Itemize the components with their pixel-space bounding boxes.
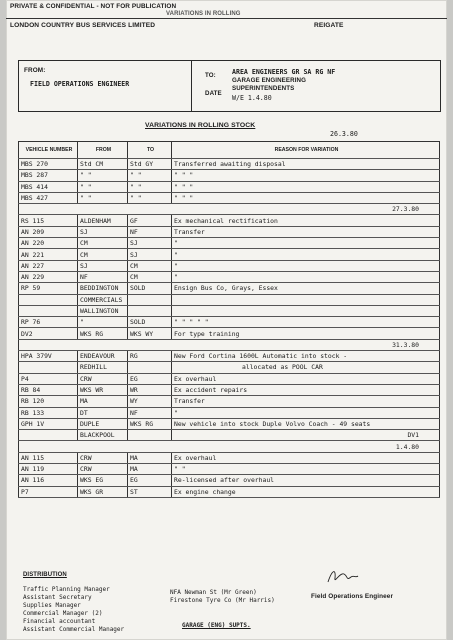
header-from: FROM bbox=[78, 142, 128, 159]
table-row bbox=[19, 305, 440, 316]
table-row bbox=[19, 464, 440, 475]
cell-reason: allocated as POOL CAR bbox=[172, 362, 440, 373]
cell-vehicle: GPH 1V bbox=[19, 418, 78, 429]
cell-to: WKS RG bbox=[128, 418, 172, 429]
table-row bbox=[19, 192, 440, 203]
memo-divider bbox=[191, 60, 192, 111]
cell-reason: " bbox=[172, 260, 440, 271]
from-label: FROM: bbox=[24, 67, 46, 74]
distribution-left-6: Assistant Commercial Manager bbox=[23, 626, 125, 633]
table-row bbox=[19, 430, 440, 441]
cell-to: WR bbox=[128, 384, 172, 395]
cell-vehicle bbox=[19, 305, 78, 316]
cell-reason bbox=[172, 294, 440, 305]
cell-vehicle bbox=[19, 430, 78, 441]
cell-from: WKS RG bbox=[78, 328, 128, 339]
cell-from: WKS WR bbox=[78, 384, 128, 395]
confidential-notice: PRIVATE & CONFIDENTIAL - NOT FOR PUBLICATION bbox=[10, 3, 177, 10]
cell-to: WY bbox=[128, 396, 172, 407]
cell-to: " " bbox=[128, 181, 172, 192]
table-row bbox=[19, 283, 440, 294]
first-date: 26.3.80 bbox=[330, 130, 358, 138]
to-line1: AREA ENGINEERS GR SA RG NF bbox=[232, 68, 336, 76]
table-row bbox=[19, 181, 440, 192]
cell-to: SOLD bbox=[128, 317, 172, 328]
blank-cell bbox=[78, 339, 128, 350]
cell-vehicle: AN 227 bbox=[19, 260, 78, 271]
table-row bbox=[19, 271, 440, 282]
depot-name: REIGATE bbox=[314, 22, 344, 29]
blank-cell bbox=[19, 441, 78, 452]
cell-from: WALLINGTON bbox=[78, 305, 128, 316]
table-row bbox=[19, 170, 440, 181]
table-row bbox=[19, 159, 440, 170]
date-value: W/E 1.4.80 bbox=[232, 94, 272, 102]
blank-cell bbox=[128, 204, 172, 215]
cell-reason: New vehicle into stock Duple Volvo Coach - 49 seats bbox=[172, 418, 440, 429]
cell-vehicle: RP 59 bbox=[19, 283, 78, 294]
cell-reason: Ex engine change bbox=[172, 486, 440, 497]
cell-reason: " " " bbox=[172, 192, 440, 203]
cell-from: REDHILL bbox=[78, 362, 128, 373]
table-header-row bbox=[19, 142, 440, 159]
cell-vehicle: AN 229 bbox=[19, 271, 78, 282]
cell-reason: Ensign Bus Co, Grays, Essex bbox=[172, 283, 440, 294]
cell-reason: Ex overhaul bbox=[172, 373, 440, 384]
cell-reason: For type training bbox=[172, 328, 440, 339]
cell-from: SJ bbox=[78, 226, 128, 237]
date-separator-row bbox=[19, 204, 440, 215]
header-rule bbox=[6, 18, 447, 19]
distribution-left-2: Assistant Secretary bbox=[23, 594, 92, 601]
cell-from: " bbox=[78, 317, 128, 328]
signature-scribble bbox=[326, 566, 360, 586]
distribution-right-1: NFA Newman St (Mr Green) bbox=[170, 589, 257, 596]
table-row bbox=[19, 328, 440, 339]
cell-from: WKS GR bbox=[78, 486, 128, 497]
table-row bbox=[19, 396, 440, 407]
variations-table bbox=[18, 141, 440, 498]
signature-title: Field Operations Engineer bbox=[311, 593, 394, 600]
cell-reason: " " " bbox=[172, 181, 440, 192]
table-row bbox=[19, 317, 440, 328]
cell-vehicle bbox=[19, 294, 78, 305]
distribution-left-5: Financial accountant bbox=[23, 618, 96, 625]
cell-to bbox=[128, 294, 172, 305]
cell-vehicle: MBS 427 bbox=[19, 192, 78, 203]
table-row bbox=[19, 452, 440, 463]
blank-cell bbox=[78, 204, 128, 215]
cell-from: BLACKPOOL bbox=[78, 430, 128, 441]
cell-from: CM bbox=[78, 238, 128, 249]
cell-reason: Ex accident repairs bbox=[172, 384, 440, 395]
cell-vehicle: RP 76 bbox=[19, 317, 78, 328]
distribution-right-2: Firestone Tyre Co (Mr Harris) bbox=[170, 597, 275, 604]
cell-reason: Ex mechanical rectification bbox=[172, 215, 440, 226]
date-label: DATE bbox=[205, 90, 222, 97]
cell-from: CRW bbox=[78, 452, 128, 463]
cell-reason: " bbox=[172, 407, 440, 418]
table-row bbox=[19, 226, 440, 237]
table-body bbox=[19, 159, 440, 498]
cell-to: WKS WY bbox=[128, 328, 172, 339]
cell-from: WKS EG bbox=[78, 475, 128, 486]
cell-to: CM bbox=[128, 260, 172, 271]
cell-to bbox=[128, 305, 172, 316]
cell-from: CRW bbox=[78, 464, 128, 475]
header-vehicle: VEHICLE NUMBER bbox=[19, 142, 78, 159]
cell-from: ENDEAVOUR bbox=[78, 351, 128, 362]
form-title-faded: VARIATIONS IN ROLLING bbox=[166, 11, 241, 17]
cell-to bbox=[128, 362, 172, 373]
cell-from: DT bbox=[78, 407, 128, 418]
to-line3: SUPERINTENDENTS bbox=[232, 85, 295, 92]
cell-reason: Transfer bbox=[172, 226, 440, 237]
cell-vehicle: DV2 bbox=[19, 328, 78, 339]
table-row bbox=[19, 215, 440, 226]
cell-from: " " bbox=[78, 181, 128, 192]
table-row bbox=[19, 418, 440, 429]
date-separator-row bbox=[19, 339, 440, 350]
table-row bbox=[19, 238, 440, 249]
cell-to: EG bbox=[128, 373, 172, 384]
cell-to: SOLD bbox=[128, 283, 172, 294]
to-label: TO: bbox=[205, 72, 216, 79]
cell-vehicle: RB 84 bbox=[19, 384, 78, 395]
cell-to: " " bbox=[128, 170, 172, 181]
cell-vehicle: AN 209 bbox=[19, 226, 78, 237]
cell-to: RG bbox=[128, 351, 172, 362]
blank-cell bbox=[128, 441, 172, 452]
cell-reason: Re-licensed after overhaul bbox=[172, 475, 440, 486]
distribution-left-1: Traffic Planning Manager bbox=[23, 586, 110, 593]
cell-from: BEDDINGTON bbox=[78, 283, 128, 294]
table-row bbox=[19, 249, 440, 260]
cell-reason: Transfer bbox=[172, 396, 440, 407]
blank-cell bbox=[128, 339, 172, 350]
cell-vehicle: HPA 379V bbox=[19, 351, 78, 362]
cell-reason bbox=[172, 305, 440, 316]
cell-to: Std GY bbox=[128, 159, 172, 170]
cell-vehicle: RB 120 bbox=[19, 396, 78, 407]
blank-cell bbox=[19, 339, 78, 350]
cell-from: SJ bbox=[78, 260, 128, 271]
cell-reason: " " " bbox=[172, 170, 440, 181]
table-row bbox=[19, 475, 440, 486]
distribution-heading: DISTRIBUTION bbox=[23, 572, 67, 578]
cell-to: SJ bbox=[128, 238, 172, 249]
cell-vehicle: AN 220 bbox=[19, 238, 78, 249]
cell-from: MA bbox=[78, 396, 128, 407]
distribution-left-3: Supplies Manager bbox=[23, 602, 81, 609]
cell-to: EG bbox=[128, 475, 172, 486]
cell-reason: " " bbox=[172, 464, 440, 475]
cell-from: CM bbox=[78, 249, 128, 260]
cell-reason: DV1 bbox=[172, 430, 440, 441]
date-separator-row bbox=[19, 441, 440, 452]
header-to: TO bbox=[128, 142, 172, 159]
date-cell: 31.3.80 bbox=[172, 339, 440, 350]
table-row bbox=[19, 362, 440, 373]
date-cell: 27.3.80 bbox=[172, 204, 440, 215]
cell-to: MA bbox=[128, 452, 172, 463]
cell-vehicle: P4 bbox=[19, 373, 78, 384]
cell-to: " " bbox=[128, 192, 172, 203]
cell-to: CM bbox=[128, 271, 172, 282]
document-page bbox=[6, 0, 447, 640]
cell-vehicle: P7 bbox=[19, 486, 78, 497]
cell-from: Std CM bbox=[78, 159, 128, 170]
cell-from: DUPLE bbox=[78, 418, 128, 429]
from-value: FIELD OPERATIONS ENGINEER bbox=[30, 80, 130, 88]
distribution-left-4: Commercial Manager (2) bbox=[23, 610, 103, 617]
document-title: VARIATIONS IN ROLLING STOCK bbox=[145, 122, 256, 129]
cell-vehicle: AN 115 bbox=[19, 452, 78, 463]
cell-from: COMMERCIALS bbox=[78, 294, 128, 305]
table-row bbox=[19, 351, 440, 362]
blank-cell bbox=[19, 204, 78, 215]
cell-to: GF bbox=[128, 215, 172, 226]
cell-reason: Transferred awaiting disposal bbox=[172, 159, 440, 170]
cell-to: ST bbox=[128, 486, 172, 497]
table-row bbox=[19, 384, 440, 395]
cell-vehicle: RB 133 bbox=[19, 407, 78, 418]
cell-from: CRW bbox=[78, 373, 128, 384]
cell-reason: " bbox=[172, 238, 440, 249]
cell-vehicle bbox=[19, 362, 78, 373]
to-line2: GARAGE ENGINEERING bbox=[232, 77, 306, 84]
cell-reason: " " " " " bbox=[172, 317, 440, 328]
company-name: LONDON COUNTRY BUS SERVICES LIMITED bbox=[10, 22, 156, 29]
cell-vehicle: MBS 270 bbox=[19, 159, 78, 170]
cell-to: NF bbox=[128, 226, 172, 237]
cell-to: SJ bbox=[128, 249, 172, 260]
cell-from: " " bbox=[78, 192, 128, 203]
blank-cell bbox=[78, 441, 128, 452]
header-reason: REASON FOR VARIATION bbox=[172, 142, 440, 159]
cell-reason: Ex overhaul bbox=[172, 452, 440, 463]
cell-from: " " bbox=[78, 170, 128, 181]
table-row bbox=[19, 486, 440, 497]
table-row bbox=[19, 260, 440, 271]
cell-vehicle: MBS 287 bbox=[19, 170, 78, 181]
cell-from: ALDENHAM bbox=[78, 215, 128, 226]
cell-to bbox=[128, 430, 172, 441]
cell-vehicle: AN 119 bbox=[19, 464, 78, 475]
cell-reason: " bbox=[172, 249, 440, 260]
cell-from: NF bbox=[78, 271, 128, 282]
table-row bbox=[19, 373, 440, 384]
table-row bbox=[19, 407, 440, 418]
cell-vehicle: MBS 414 bbox=[19, 181, 78, 192]
table-row bbox=[19, 294, 440, 305]
cell-reason: New Ford Cortina 1600L Automatic into stock - bbox=[172, 351, 440, 362]
cell-vehicle: AN 116 bbox=[19, 475, 78, 486]
cell-vehicle: RS 115 bbox=[19, 215, 78, 226]
cell-to: NF bbox=[128, 407, 172, 418]
cell-reason: " bbox=[172, 271, 440, 282]
distribution-garage: GARAGE (ENG) SUPTS. bbox=[182, 622, 251, 629]
date-cell: 1.4.80 bbox=[172, 441, 440, 452]
cell-to: MA bbox=[128, 464, 172, 475]
cell-vehicle: AN 221 bbox=[19, 249, 78, 260]
